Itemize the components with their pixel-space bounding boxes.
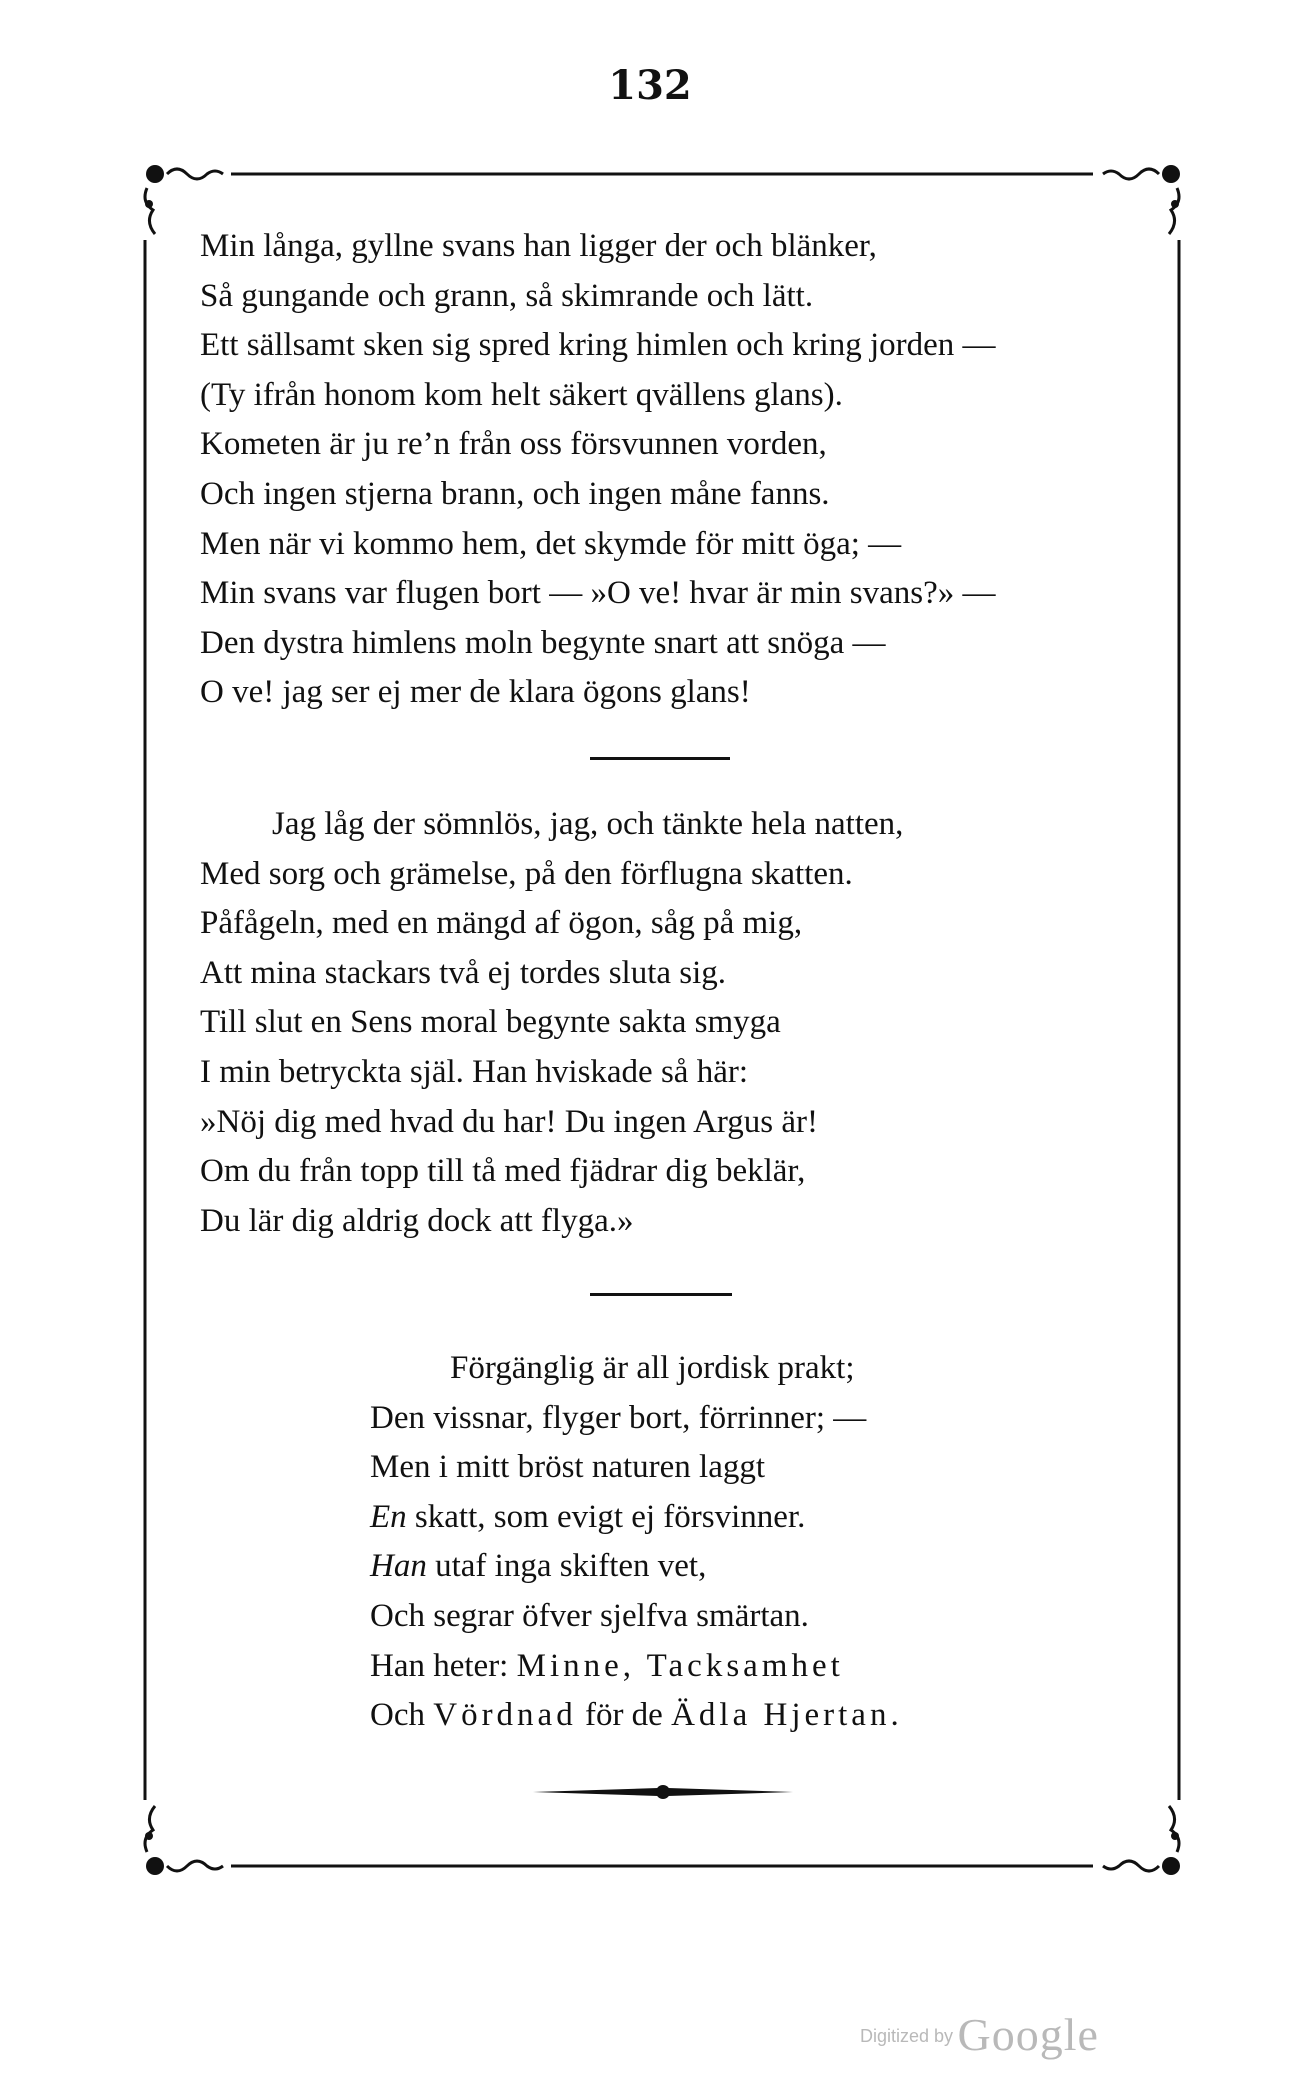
google-logo-text: Google [957, 2009, 1099, 2060]
verse-line: O ve! jag ser ej mer de klara ögons glans! [200, 674, 751, 711]
spaced-words: Vördnad [433, 1697, 577, 1734]
verse-line: (Ty ifrån honom kom helt säkert qvällens glans). [200, 376, 843, 413]
verse-text: skatt, som evigt ej försvinner. [406, 1498, 806, 1535]
corner-ornament-bottom-left-icon [145, 1806, 223, 1875]
verse-line: Du lär dig aldrig dock att flyga.» [200, 1202, 634, 1239]
section-separator [590, 1293, 732, 1296]
section-separator [590, 757, 730, 760]
verse-line: Och segrar öfver sjelfva smärtan. [370, 1597, 809, 1634]
verse-line: Ett sällsamt sken sig spred kring himlen och kring jorden — [200, 327, 996, 364]
verse-line [370, 1493, 1070, 1543]
verse-line: Den dystra himlens moln begynte snart att snöga — [200, 624, 886, 661]
verse-line: Om du från topp till tå med fjädrar dig beklär, [200, 1153, 806, 1190]
verse-line: I min betryckta själ. Han hviskade så här: [200, 1053, 748, 1090]
verse-line: Jag låg der sömnlös, jag, och tänkte hela natten, [272, 806, 904, 842]
verse-text: utaf inga skiften vet, [426, 1548, 707, 1585]
verse-line: Och ingen stjerna brann, och ingen måne fanns. [200, 475, 830, 512]
verse-line: Att mina stackars två ej tordes sluta sig. [200, 954, 727, 991]
verse-line: Men när vi kommo hem, det skymde för mitt öga; — [200, 525, 902, 562]
verse-line: Med sorg och grämelse, på den förflugna skatten. [200, 855, 853, 892]
verse-line [370, 1642, 1070, 1692]
verse-line: Min svans var flugen bort — »O ve! hvar är min svans?» — [200, 575, 996, 612]
verse-line [370, 1542, 1070, 1592]
verse-line: Förgänglig är all jordisk prakt; [450, 1350, 855, 1386]
verse-text: för de [576, 1697, 672, 1734]
digitized-watermark [860, 2008, 1099, 2061]
stanza-3 [370, 1344, 1070, 1741]
verse-line: Till slut en Sens moral begynte sakta smyga [200, 1004, 781, 1041]
verse-line: Min långa, gyllne svans han ligger der och blänker, [200, 228, 877, 264]
verse-line: Kometen är ju re’n från oss försvunnen vorden, [200, 426, 827, 463]
verse-line: Påfågeln, med en mängd af ögon, såg på mig, [200, 905, 803, 942]
italic-word: Han [370, 1548, 427, 1585]
italic-word: En [370, 1498, 407, 1535]
spaced-words: Minne, Tacksamhet [516, 1647, 844, 1684]
stanza-1 [200, 222, 1140, 718]
verse-line: »Nöj dig med hvad du har! Du ingen Argus är! [200, 1103, 819, 1140]
corner-ornament-bottom-right-icon [1103, 1806, 1180, 1875]
verse-line: Den vissnar, flyger bort, förrinner; — [370, 1399, 867, 1436]
page-number: 132 [608, 62, 692, 109]
verse-line: Så gungande och grann, så skimrande och lätt. [200, 277, 814, 314]
watermark-small-text: Digitized by [860, 2026, 954, 2046]
verse-text: Och [370, 1697, 434, 1734]
verse-line: Men i mitt bröst naturen laggt [370, 1449, 766, 1486]
verse-line [370, 1691, 1070, 1741]
spaced-words: Ädla Hjertan. [671, 1697, 903, 1734]
tailpiece-ornament-icon [533, 1785, 793, 1799]
verse-text: Han heter: [370, 1647, 517, 1684]
stanza-2 [200, 800, 1140, 1246]
